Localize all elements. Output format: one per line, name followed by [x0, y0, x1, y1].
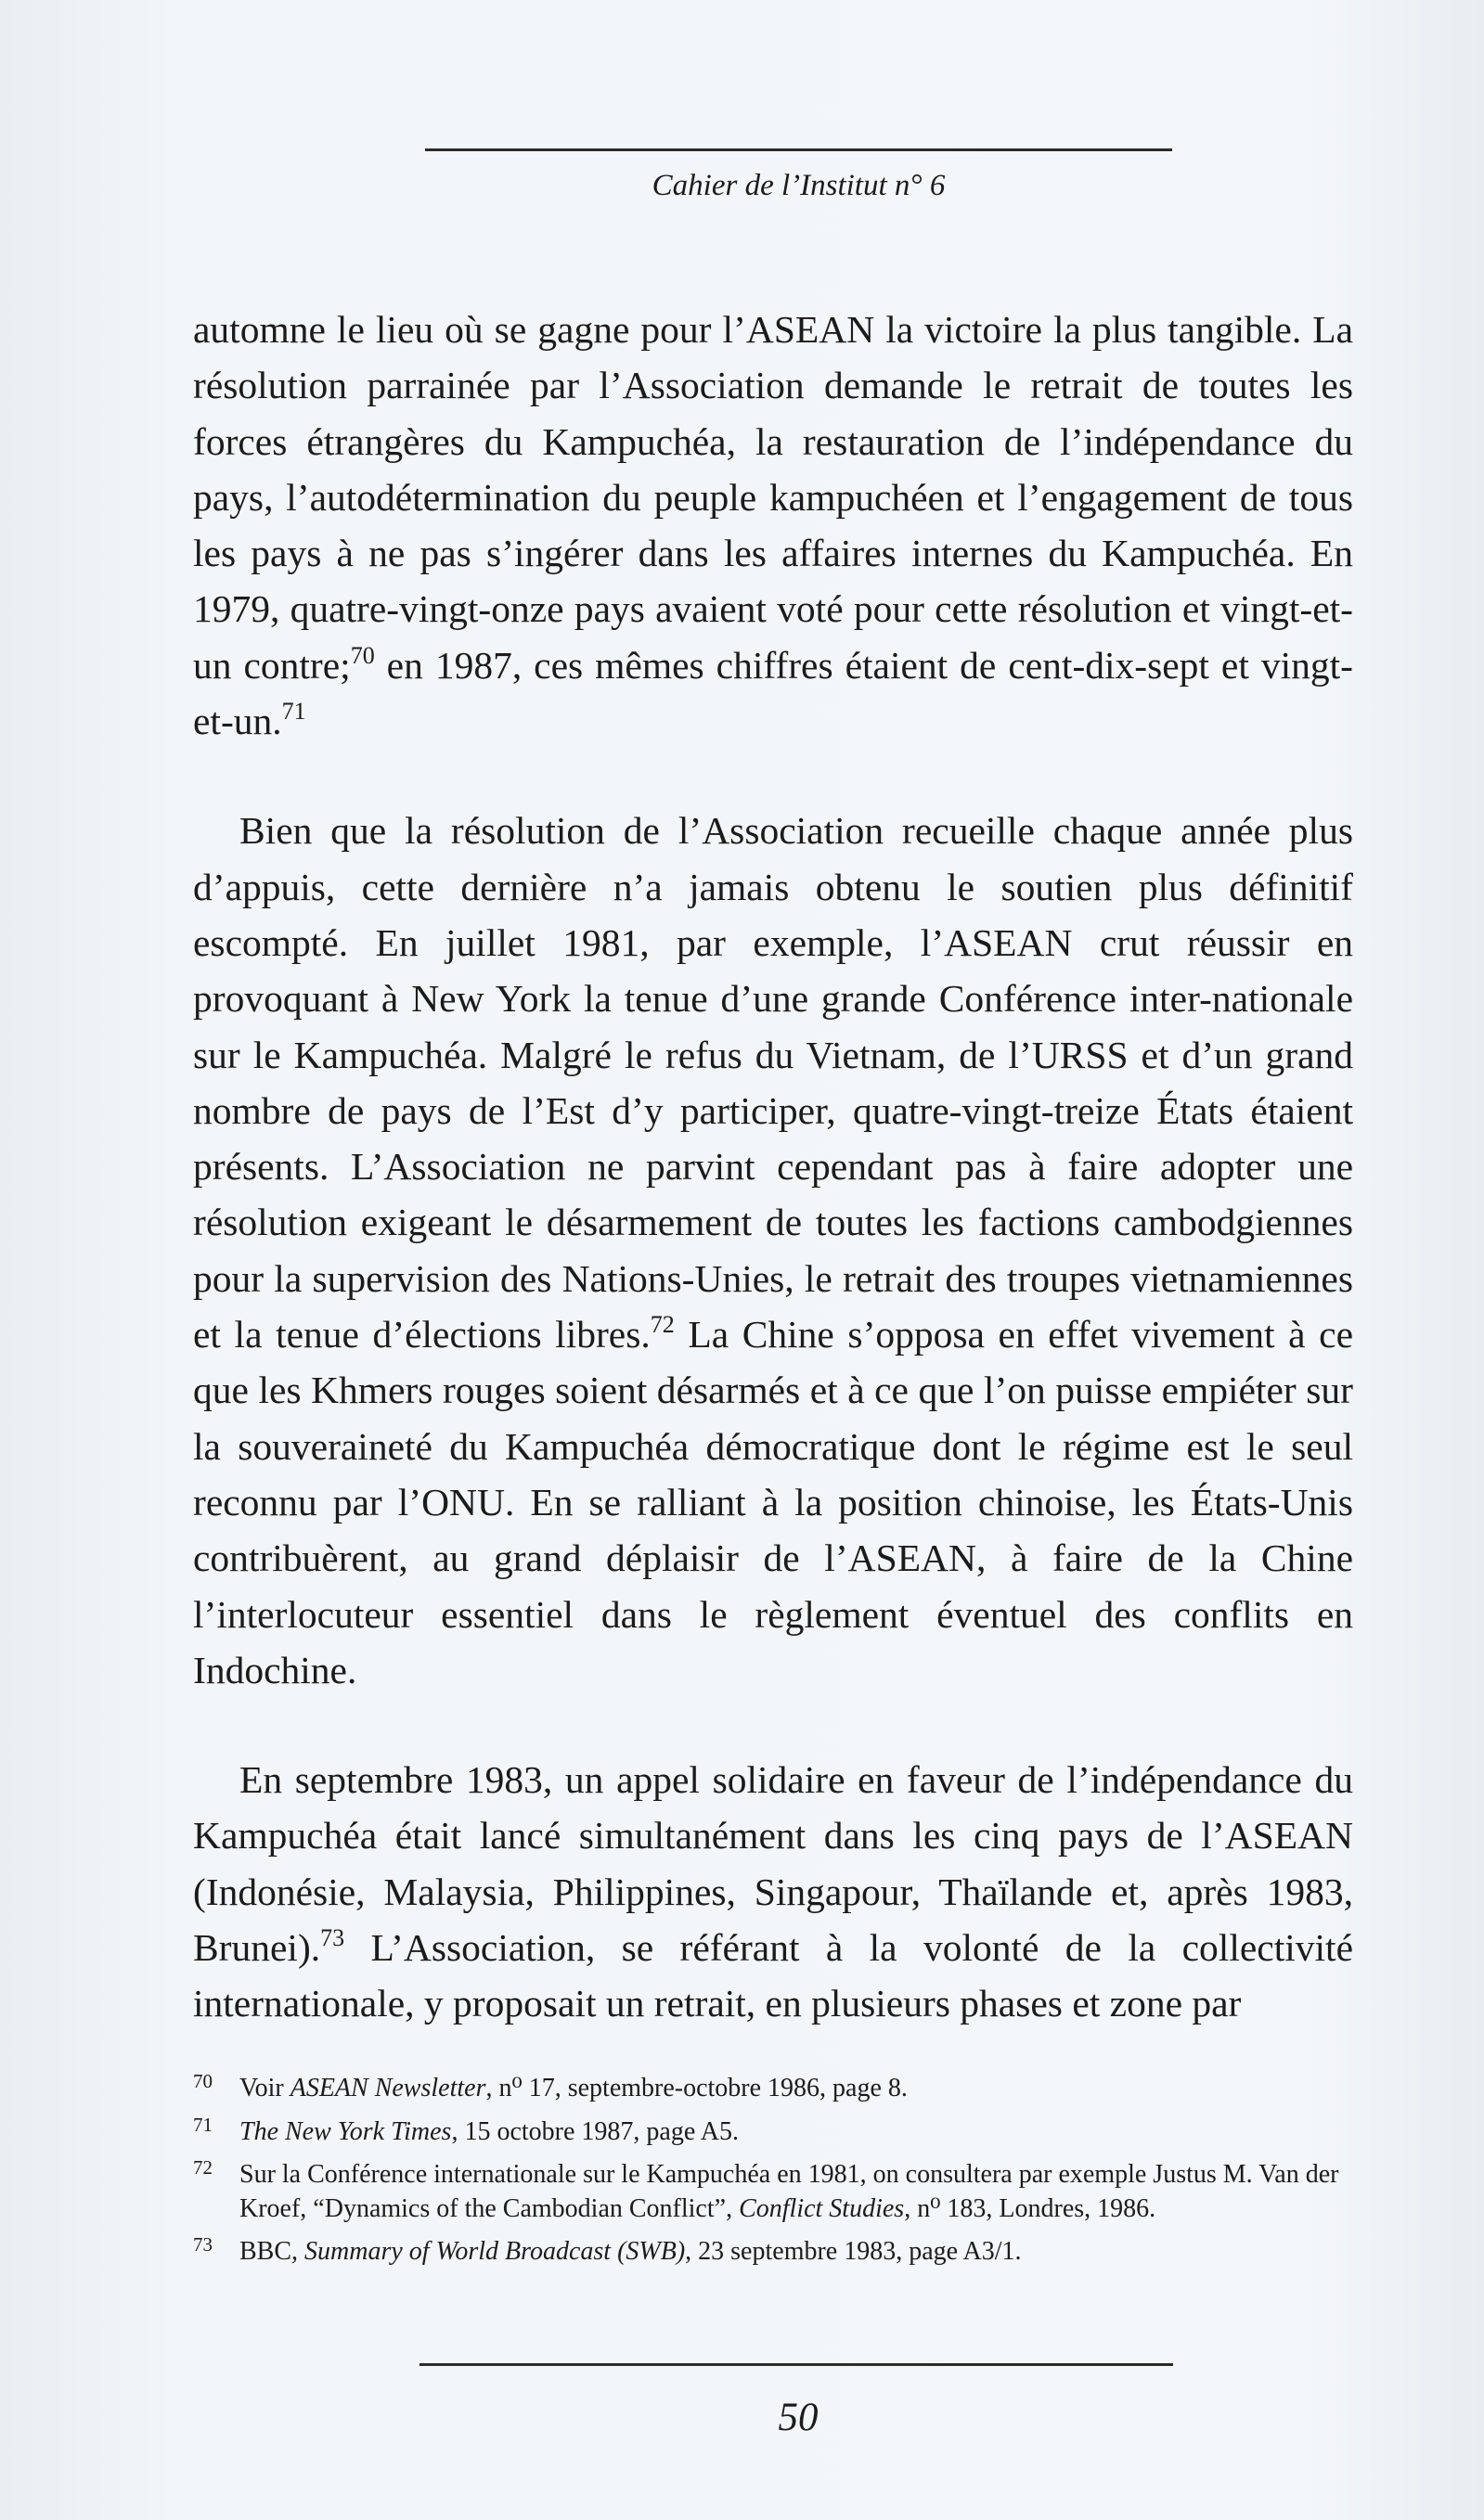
paragraph-1-text-a: automne le lieu où se gagne pour l’ASEAN la victoire la plus tangible. La résolution parrainée par l’Association demande le retrait de toutes les forces étrangères du Kampuchéa, la restauration de l’indépendance du pays, l’autodétermination du peuple kampuchéen et l’engagement de tous les pays à ne pas s’ingérer dans les affaires internes du Kampuchéa. En 1979, quatre-vingt-onze pays avaient voté pour cette résolution et vingt-et-un contre;: [193, 308, 1353, 687]
footnote-publication-title: The New York Times: [239, 2116, 452, 2146]
paragraph-2-text-a: Bien que la résolution de l’Association recueille chaque année plus d’appuis, cette dernière n’a jamais obtenu le soutien plus définitif escompté. En juillet 1981, par exemple, l’ASEAN crut réussir en provoquant à New York la tenue d’une grande Conférence inter-: [193, 809, 1353, 1021]
footnote-number: 70: [193, 2070, 213, 2092]
footnote-text-prefix: Sur la Conférence internationale sur le Kampuchéa en 1981, on consultera par exemple Justus M. Van der Kroef, “Dynamics of the Cambodian Conflict”,: [239, 2160, 1339, 2223]
footnote-publication-title: ASEAN Newsletter: [290, 2074, 486, 2102]
footnote-text-suffix: , n⁰ 183, Londres, 1986.: [904, 2193, 1156, 2223]
footnote: [193, 2158, 1353, 2226]
footnote-publication-title: Summary of World Broadcast (SWB): [304, 2237, 686, 2266]
footnote-reference-72: 72: [650, 1310, 675, 1338]
footnote: [193, 2115, 1353, 2150]
footnote-text-suffix: , 23 septembre 1983, page A3/1.: [685, 2237, 1022, 2266]
footnote-number: 71: [193, 2113, 213, 2136]
running-head: Cahier de l’Institut n° 6: [652, 169, 946, 202]
footnote-text-prefix: Voir: [239, 2074, 290, 2102]
paragraph-2-text-b: nationale sur le Kampuchéa. Malgré le refus du Vietnam, de l’URSS et d’un grand nombre de pays de l’Est d’y participer, quatre-vingt-treize États étaient présents. L’Association ne parvint cependant pas à faire adopter une résolution exigeant le désarmement de toutes les factions cambodgiennes pour la supervision des Nations-Unies, le retrait des troupes vietnamiennes et la tenue d’élections libres.: [193, 977, 1353, 1356]
header-rule: [425, 148, 1172, 151]
paragraph-3-text-a: En septembre 1983, un appel solidaire en faveur de l’indépendance du Kampuchéa était lancé simultanément dans les cinq pays de l’ASEAN (Indonésie, Malaysia, Philippines, Singapour, Thaïlande et, après 1983, Brunei).: [193, 1758, 1353, 1970]
footnote-text: [239, 2074, 908, 2102]
paragraph: [193, 803, 1353, 1698]
paragraph-3-text-b: L’Association, se référant à la volonté de la collectivité internationale, y proposait un retrait, en plusieurs phases et zone par: [193, 1926, 1353, 2025]
footnotes: [193, 2072, 1353, 2279]
page-number: 50: [778, 2396, 819, 2439]
footnote-reference-71: 71: [281, 697, 306, 725]
footnote-text: [239, 2117, 739, 2146]
footnote-reference-70: 70: [350, 641, 375, 669]
paragraph-1-text-b: en 1987, ces mêmes chiffres étaient de cent-dix-sept et vingt-et-un.: [193, 643, 1353, 743]
paragraph: [193, 302, 1353, 749]
footnote-number: 73: [193, 2233, 213, 2256]
footnote-number: 72: [193, 2156, 213, 2179]
paragraph-2-text-c: La Chine s’opposa en effet vivement à ce que les Khmers rouges soient désarmés et à ce que l’on puisse empiéter sur la souveraineté du Kampuchéa démocratique dont le régime est le seul reconnu par l’ONU. En se ralliant à la position chinoise, les États-Unis contribuèrent, au grand déplaisir de l’ASEAN, à faire de la Chine l’interlocuteur essentiel dans le règlement éventuel des conflits en Indochine.: [193, 1313, 1353, 1691]
footnote: [193, 2072, 1353, 2106]
footnote-reference-73: 73: [320, 1923, 345, 1951]
footnote-text-suffix: , n⁰ 17, septembre-octobre 1986, page 8.: [485, 2074, 908, 2102]
footnote-text-suffix: , 15 octobre 1987, page A5.: [451, 2116, 739, 2146]
footer-rule: [419, 2363, 1173, 2366]
footnote-text: [239, 2237, 1022, 2266]
footnote-text: [239, 2160, 1338, 2223]
main-text: [193, 302, 1353, 2032]
footnote: [193, 2235, 1353, 2269]
footnote-publication-title: Conflict Studies: [739, 2193, 905, 2223]
footnote-text-prefix: BBC,: [239, 2237, 305, 2266]
paragraph: [193, 1752, 1353, 2031]
